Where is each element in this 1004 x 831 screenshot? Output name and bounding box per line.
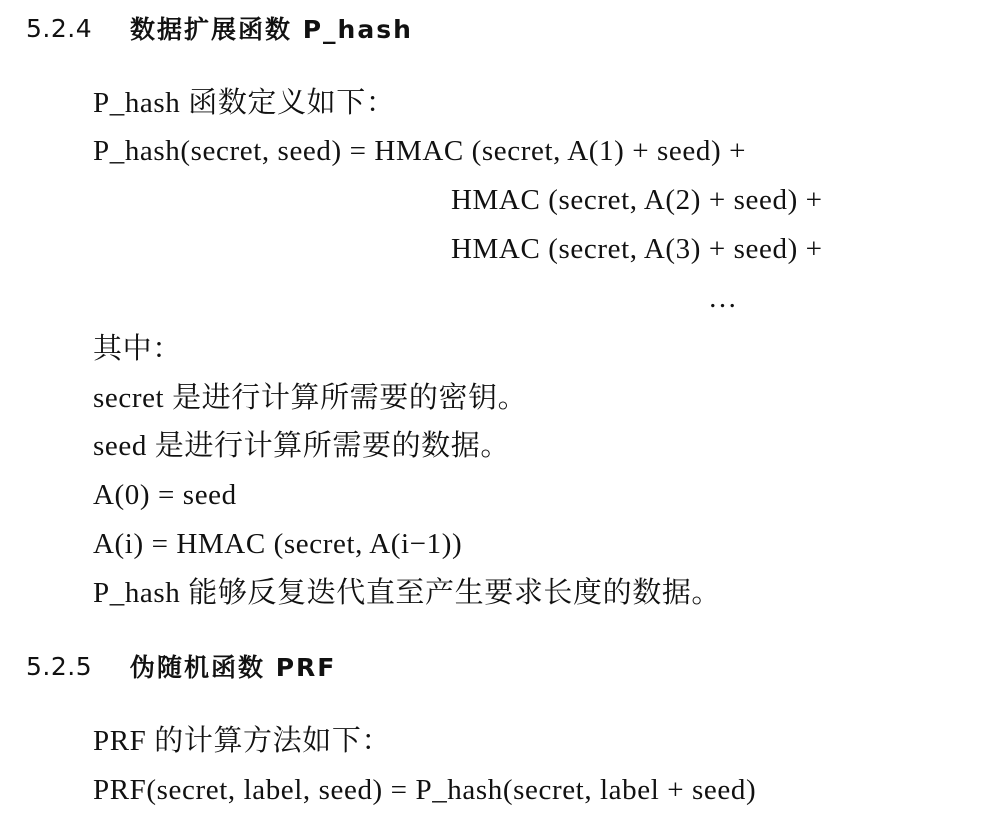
seed-description: seed 是进行计算所需要的数据。 bbox=[93, 430, 510, 462]
section-title: 伪随机函数 PRF bbox=[130, 653, 337, 682]
ai-definition: A(i) = HMAC (secret, A(i−1)) bbox=[93, 528, 463, 560]
section-title: 数据扩展函数 P_hash bbox=[130, 15, 413, 44]
repeat-description: P_hash 能够反复迭代直至产生要求长度的数据。 bbox=[93, 577, 722, 609]
prf-intro: PRF 的计算方法如下： bbox=[93, 725, 392, 757]
phash-formula-line-3: HMAC (secret, A(3) + seed) + bbox=[451, 233, 823, 265]
section-heading-5-2-5 bbox=[26, 649, 336, 683]
phash-formula-ellipsis: … bbox=[708, 282, 737, 314]
a0-definition: A(0) = seed bbox=[93, 479, 237, 511]
phash-formula-line-2: HMAC (secret, A(2) + seed) + bbox=[451, 184, 823, 216]
section-number: 5.2.4 bbox=[26, 13, 93, 43]
secret-description: secret 是进行计算所需要的密钥。 bbox=[93, 382, 528, 414]
phash-intro: P_hash 函数定义如下： bbox=[93, 87, 396, 119]
section-number: 5.2.5 bbox=[26, 651, 93, 681]
section-heading-5-2-4 bbox=[26, 11, 413, 45]
where-label: 其中： bbox=[93, 333, 182, 365]
phash-formula-line-1: P_hash(secret, seed) = HMAC (secret, A(1) + seed) + bbox=[93, 135, 747, 167]
prf-formula: PRF(secret, label, seed) = P_hash(secret, label + seed) bbox=[93, 774, 757, 806]
